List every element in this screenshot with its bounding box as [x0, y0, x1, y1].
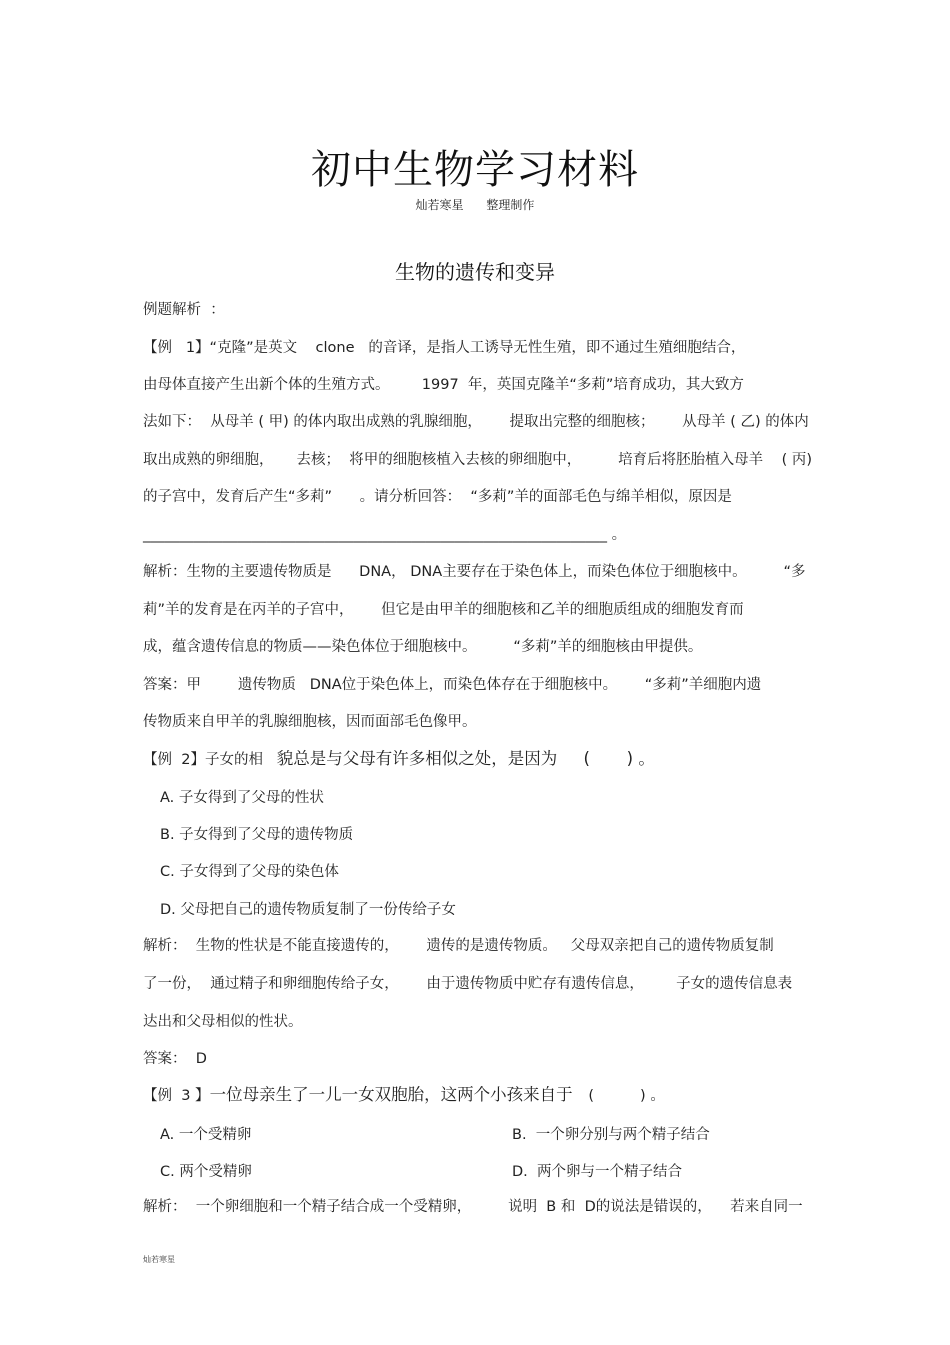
- document-title: 初中生物学习材料: [311, 147, 639, 193]
- example1-line: 的子宫中，发育后产生“多莉” 。请分析回答： “多莉”羊的面部毛色与绵羊相似，原因是: [143, 489, 732, 505]
- example1-answer-line: 答案：甲 遗传物质 DNA位于染色体上，而染色体存在于细胞核中。 “多莉”羊细胞内遗: [143, 677, 762, 693]
- example1-answer-line: 传物质来自甲羊的乳腺细胞核，因而面部毛色像甲。: [143, 714, 477, 730]
- example2-option-b: B. 子女得到了父母的遗传物质: [160, 827, 354, 843]
- example3-option-a: A. 一个受精卵: [160, 1127, 252, 1143]
- example3-question-label: 【例 3 】: [143, 1088, 210, 1104]
- example2-option-c: C. 子女得到了父母的染色体: [160, 864, 339, 880]
- example3-option-b: B. 一个卵分别与两个精子结合: [512, 1127, 710, 1143]
- example3-analysis: 解析： 一个卵细胞和一个精子结合成一个受精卵， 说明 B 和 D的说法是错误的， 若来自同一: [143, 1199, 803, 1215]
- intro-label: 例题解析 ：: [143, 302, 225, 318]
- example3-option-c: C. 两个受精卵: [160, 1164, 252, 1180]
- example3-option-d: D. 两个卵与一个精子结合: [512, 1164, 682, 1180]
- example2-analysis-line: 达出和父母相似的性状。: [143, 1014, 303, 1030]
- example2-analysis-line: 解析： 生物的性状是不能直接遗传的， 遗传的是遗传物质。 父母双亲把自己的遗传物质复制: [143, 938, 774, 954]
- page-footer: 灿若寒星: [143, 1255, 175, 1264]
- example3-question-blank: ( ) 。: [588, 1088, 665, 1104]
- example2-analysis-line: 了一份， 通过精子和卵细胞传给子女， 由于遗传物质中贮存有遗传信息， 子女的遗传信息表: [143, 976, 793, 992]
- example3-question-text: 一位母亲生了一儿一女双胞胎，这两个小孩来自于: [209, 1085, 589, 1104]
- example2-question-start: 【例 2】子女的相: [143, 752, 277, 768]
- example2-answer: 答案： D: [143, 1051, 207, 1067]
- example2-question: [143, 749, 808, 770]
- example1-analysis-line: 解析：生物的主要遗传物质是 DNA， DNA主要存在于染色体上，而染色体位于细胞核中。 “多: [143, 564, 806, 580]
- example1-line: 取出成熟的卵细胞， 去核； 将甲的细胞核植入去核的卵细胞中， 培育后将胚胎植入母羊 ( 丙): [143, 452, 812, 468]
- example2-option-d: D. 父母把自己的遗传物质复制了一份传给子女: [160, 902, 456, 918]
- example1-answer-blank: ________________________________________________________________ 。: [143, 527, 627, 543]
- example1-analysis-line: 莉”羊的发育是在丙羊的子宫中， 但它是由甲羊的细胞核和乙羊的细胞质组成的细胞发育而: [143, 602, 744, 618]
- example2-option-a: A. 子女得到了父母的性状: [160, 790, 324, 806]
- example1-line: 由母体直接产生出新个体的生殖方式。 1997 年，英国克隆羊“多莉”培育成功，其大致方: [143, 377, 744, 393]
- author-line: 灿若寒星 整理制作: [415, 198, 535, 212]
- example2-question-end: 貌总是与父母有许多相似之处，是因为 ( ) 。: [276, 749, 655, 768]
- example1-line: 法如下： 从母羊 ( 甲) 的体内取出成熟的乳腺细胞， 提取出完整的细胞核； 从母羊 ( 乙) 的体内: [143, 414, 809, 430]
- example3-question: [143, 1085, 808, 1106]
- example1-analysis-line: 成，蕴含遗传信息的物质——染色体位于细胞核中。 “多莉”羊的细胞核由甲提供。: [143, 639, 703, 655]
- example1-line: 【例 1】“克隆”是英文 clone 的音译，是指人工诱导无性生殖，即不通过生殖细胞结合，: [143, 340, 746, 356]
- section-title: 生物的遗传和变异: [395, 260, 555, 284]
